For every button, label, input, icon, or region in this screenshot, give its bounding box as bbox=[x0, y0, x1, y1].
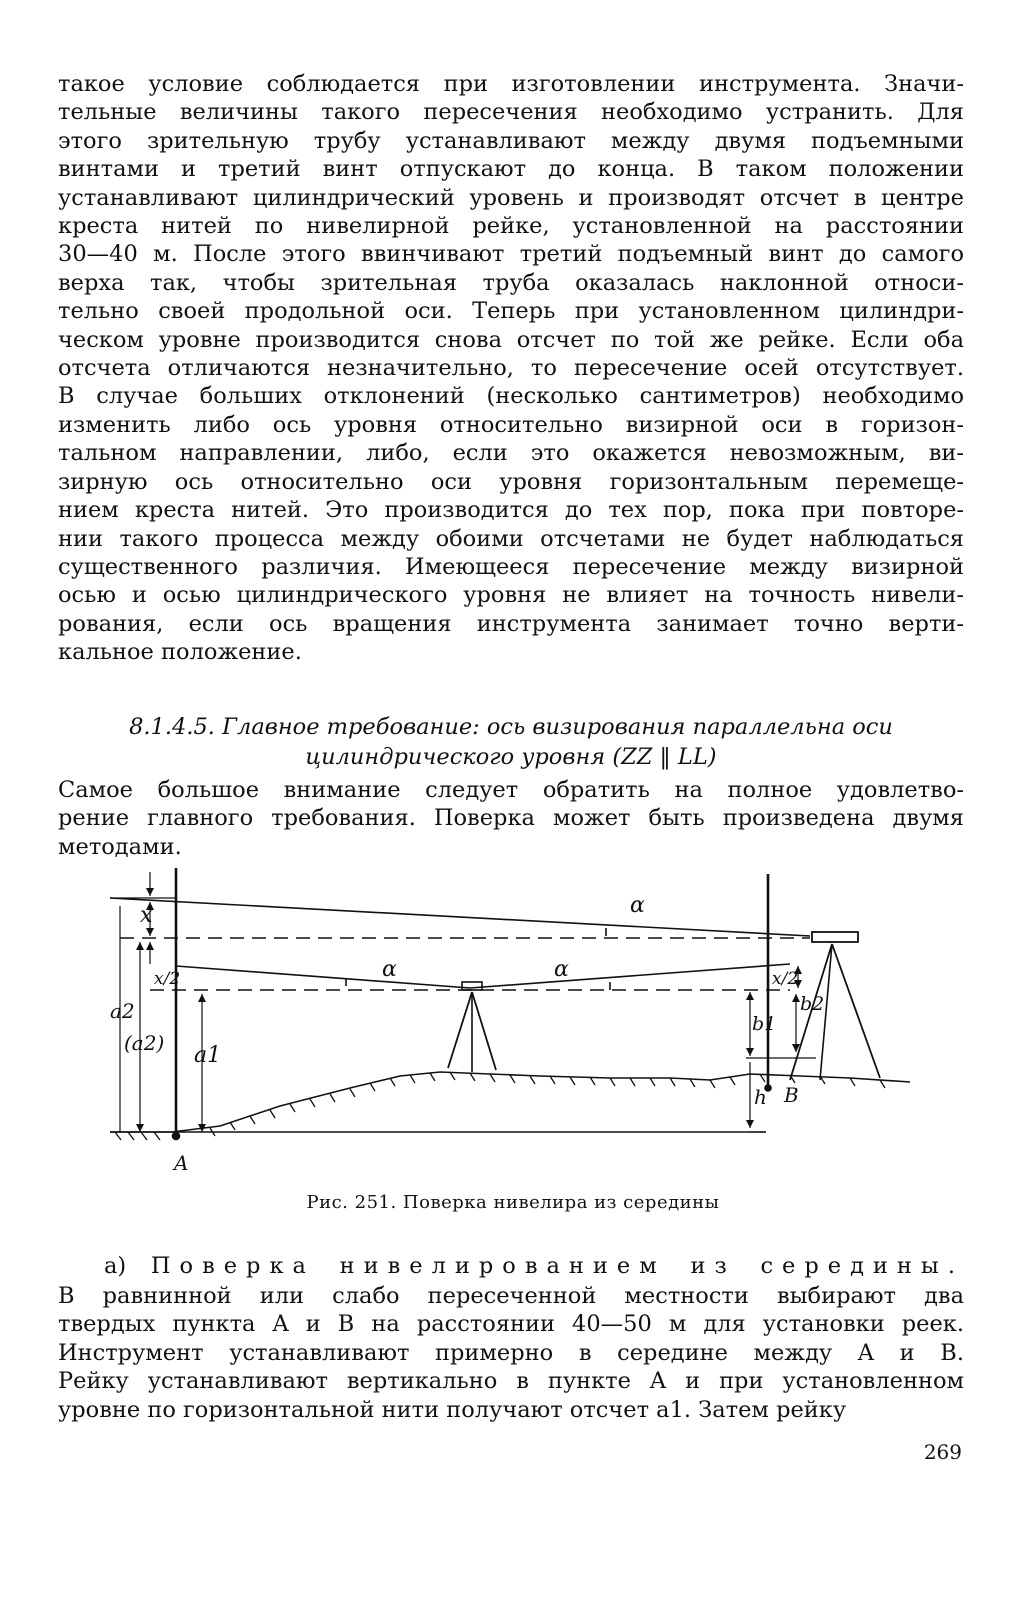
label-point-b: B bbox=[784, 1083, 799, 1107]
text-line: рение главного требования. Поверка может быть произведена двумя bbox=[58, 805, 964, 832]
text-line: методами. bbox=[58, 833, 182, 860]
label-alpha-top: α bbox=[630, 893, 645, 918]
text-line: твердых пункта A и B на расстоянии 40—50 м для установки реек. bbox=[58, 1311, 964, 1338]
text-line: тельные величины такого пересечения необходимо устранить. Для bbox=[58, 99, 964, 126]
text-line: изменить либо ось уровня относительно визирной оси в горизон- bbox=[58, 411, 964, 438]
leveling-check-figure bbox=[110, 866, 930, 1186]
section-heading bbox=[58, 712, 964, 772]
top-paragraph bbox=[58, 70, 964, 667]
subhead-word-1: Поверка bbox=[150, 1253, 315, 1279]
subhead-word-2: нивелированием bbox=[339, 1253, 666, 1279]
text-line: существенного различия. Имеющееся пересечение между визирной bbox=[58, 553, 964, 580]
text-line: 30—40 м. После этого ввинчивают третий подъемный винт до самого bbox=[58, 241, 964, 268]
label-alpha-left: α bbox=[382, 957, 397, 982]
bottom-paragraph bbox=[58, 1282, 964, 1424]
label-x2-left: x/2 bbox=[154, 969, 181, 989]
text-line: уровне по горизонтальной нити получают отсчет a1. Затем рейку bbox=[58, 1396, 847, 1423]
text-line: В равнинной или слабо пересеченной местности выбирают два bbox=[58, 1283, 964, 1309]
text-line: В случае больших отклонений (несколько сантиметров) необходимо bbox=[58, 383, 964, 410]
label-a2-paren: (a2) bbox=[124, 1031, 165, 1055]
label-x: x bbox=[140, 903, 153, 928]
label-x2-right: x/2 bbox=[772, 969, 799, 989]
text-line: отсчета отличаются незначительно, то пересечение осей отсутствует. bbox=[58, 355, 964, 382]
label-a2: a2 bbox=[110, 999, 135, 1023]
text-line: тальном направлении, либо, если это окажется невозможным, ви- bbox=[58, 440, 964, 467]
heading-line-2: цилиндрического уровня (ZZ ‖ LL) bbox=[305, 744, 717, 770]
page-number: 269 bbox=[923, 1440, 962, 1464]
label-alpha-right: α bbox=[554, 957, 569, 982]
text-line: Самое большое внимание следует обратить на полное удовлетво- bbox=[58, 777, 964, 803]
intro-paragraph bbox=[58, 776, 964, 861]
text-line: кальное положение. bbox=[58, 639, 302, 666]
text-line: осью и осью цилиндрического уровня не влияет на точность нивели- bbox=[58, 582, 964, 609]
text-line: рования, если ось вращения инструмента занимает точно верти- bbox=[58, 610, 964, 637]
subhead-prefix: а) bbox=[104, 1253, 127, 1279]
label-a1: a1 bbox=[194, 1043, 222, 1068]
label-b1: b1 bbox=[752, 1013, 777, 1035]
text-line: такое условие соблюдается при изготовлении инструмента. Значи- bbox=[58, 71, 964, 97]
figure-caption: Рис. 251. Поверка нивелира из середины bbox=[306, 1192, 720, 1213]
text-line: этого зрительную трубу устанавливают между двумя подъемными bbox=[58, 127, 964, 154]
text-line: ческом уровне производится снова отсчет по той же рейке. Если оба bbox=[58, 326, 964, 353]
text-line: креста нитей по нивелирной рейке, установленной на расстоянии bbox=[58, 213, 964, 240]
middle-level-instrument bbox=[462, 982, 482, 990]
right-level-instrument bbox=[812, 932, 858, 942]
heading-line-1: 8.1.4.5. Главное требование: ось визирования параллельна оси bbox=[129, 714, 893, 740]
method-a-heading bbox=[104, 1252, 964, 1280]
text-line: нии такого процесса между обоими отсчетами не будет наблюдаться bbox=[58, 525, 964, 552]
text-line: нием креста нитей. Это производится до тех пор, пока при повторе- bbox=[58, 497, 964, 524]
text-line: тельно своей продольной оси. Теперь при установленном цилиндри- bbox=[58, 298, 964, 325]
label-point-a: A bbox=[174, 1151, 189, 1175]
inclined-sight-line bbox=[110, 898, 810, 936]
text-line: винтами и третий винт отпускают до конца. В таком положении bbox=[58, 156, 964, 183]
text-line: Инструмент устанавливают примерно в середине между A и B. bbox=[58, 1339, 964, 1366]
label-b2: b2 bbox=[800, 993, 825, 1015]
text-line: зирную ось относительно оси уровня горизонтальным перемеще- bbox=[58, 468, 964, 495]
subhead-word-4: середины. bbox=[760, 1253, 964, 1279]
text-line: верха так, чтобы зрительная труба оказалась наклонной относи- bbox=[58, 269, 964, 296]
subhead-word-3: из bbox=[690, 1253, 736, 1279]
text-line: Рейку устанавливают вертикально в пункте A и при установленном bbox=[58, 1368, 964, 1395]
text-line: устанавливают цилиндрический уровень и производят отсчет в центре bbox=[58, 184, 964, 211]
label-h: h bbox=[754, 1085, 767, 1109]
